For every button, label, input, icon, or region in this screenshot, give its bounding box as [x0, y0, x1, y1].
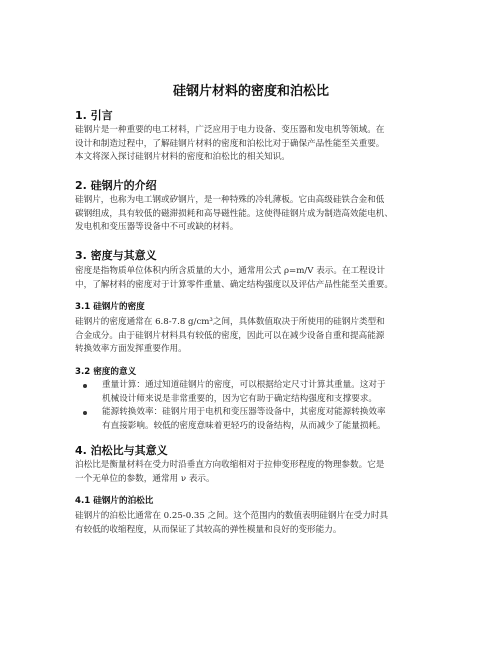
text-line: 硅钢片是一种重要的电工材料，广泛应用于电力设备、变压器和发电机等领域。在 [75, 125, 385, 135]
paragraph-density-value [75, 316, 435, 357]
bullet-item [90, 406, 435, 433]
text-line: 一个无单位的参数，通常用 ν 表示。 [75, 473, 215, 484]
document-title: 硅钢片材料的密度和泊松比 [172, 84, 329, 99]
text-line: 硅钢片的泊松比通常在 0.25-0.35 之间。这个范围内的数值表明硅钢片在受力时具 [75, 511, 389, 521]
section-heading-density: 3. 密度与其意义 [75, 249, 157, 262]
text-line: 重量计算：通过知道硅钢片的密度，可以根据给定尺寸计算其重量。这对于 [102, 380, 386, 390]
section-heading-poisson-ratio: 4. 泊松比与其意义 [75, 444, 168, 457]
text-line: 发电机和变压器等设备中不可或缺的材料。 [75, 222, 239, 232]
text-line: 有较低的收缩程度，从而保证了其较高的弹性模量和良好的变形能力。 [75, 524, 342, 535]
bullet-icon [83, 384, 87, 388]
text-line: 机械设计师来说是非常重要的，因为它有助于确定结构强度和支撑要求。 [102, 393, 378, 404]
paragraph-poisson-ratio [75, 459, 435, 486]
text-line: 合金成分。由于硅钢片材料具有较低的密度，因此可以在减少设备自重和提高能源 [75, 330, 385, 341]
subsection-heading-density-meaning: 3.2 密度的意义 [75, 367, 137, 377]
text-line: 能源转换效率：硅钢片用于电机和变压器等设备中，其密度对能源转换效率 [102, 407, 386, 417]
paragraph-intro [75, 124, 435, 165]
bullet-icon [83, 411, 87, 415]
section-heading-introduction-of-silicon-steel: 2. 硅钢片的介绍 [75, 179, 157, 192]
text-line: 中，了解材料的密度对于计算零件重量、确定结构强度以及评估产品性能至关重要。 [75, 279, 393, 290]
text-line: 泊松比是衡量材料在受力时沿垂直方向收缩相对于拉伸变形程度的物理参数。它是 [75, 460, 385, 470]
subsection-heading-poisson-value: 4.1 硅钢片的泊松比 [75, 496, 154, 506]
text-line: 硅钢片，也称为电工钢或矽钢片，是一种特殊的冷轧薄板。它由高级硅铁合金和低 [75, 195, 385, 205]
text-line: 硅钢片的密度通常在 6.8-7.8 g/cm³之间，具体数值取决于所使用的硅钢片类型和 [75, 317, 385, 327]
paragraph-density [75, 265, 435, 292]
paragraph-silicon-steel [75, 194, 435, 235]
subsection-heading-density-value: 3.1 硅钢片的密度 [75, 302, 145, 312]
section-heading-intro: 1. 引言 [75, 109, 113, 122]
text-line: 有直接影响。较低的密度意味着更轻巧的设备结构，从而减少了能量损耗。 [102, 420, 386, 431]
text-line: 碳钢组成，具有较低的磁滞损耗和高导磁性能。这使得硅钢片成为制造高效能电机、 [75, 208, 393, 219]
text-line: 本文将深入探讨硅钢片材料的密度和泊松比的相关知识。 [75, 152, 290, 162]
text-line: 转换效率方面发挥重要作用。 [75, 344, 187, 354]
paragraph-poisson-value [75, 510, 435, 537]
text-line: 密度是指物质单位体积内所含质量的大小，通常用公式 ρ=m/V 表示。在工程设计 [75, 266, 385, 276]
text-line: 设计和制造过程中，了解硅钢片材料的密度和泊松比对于确保产品性能至关重要。 [75, 138, 385, 149]
bullet-item [90, 379, 435, 406]
